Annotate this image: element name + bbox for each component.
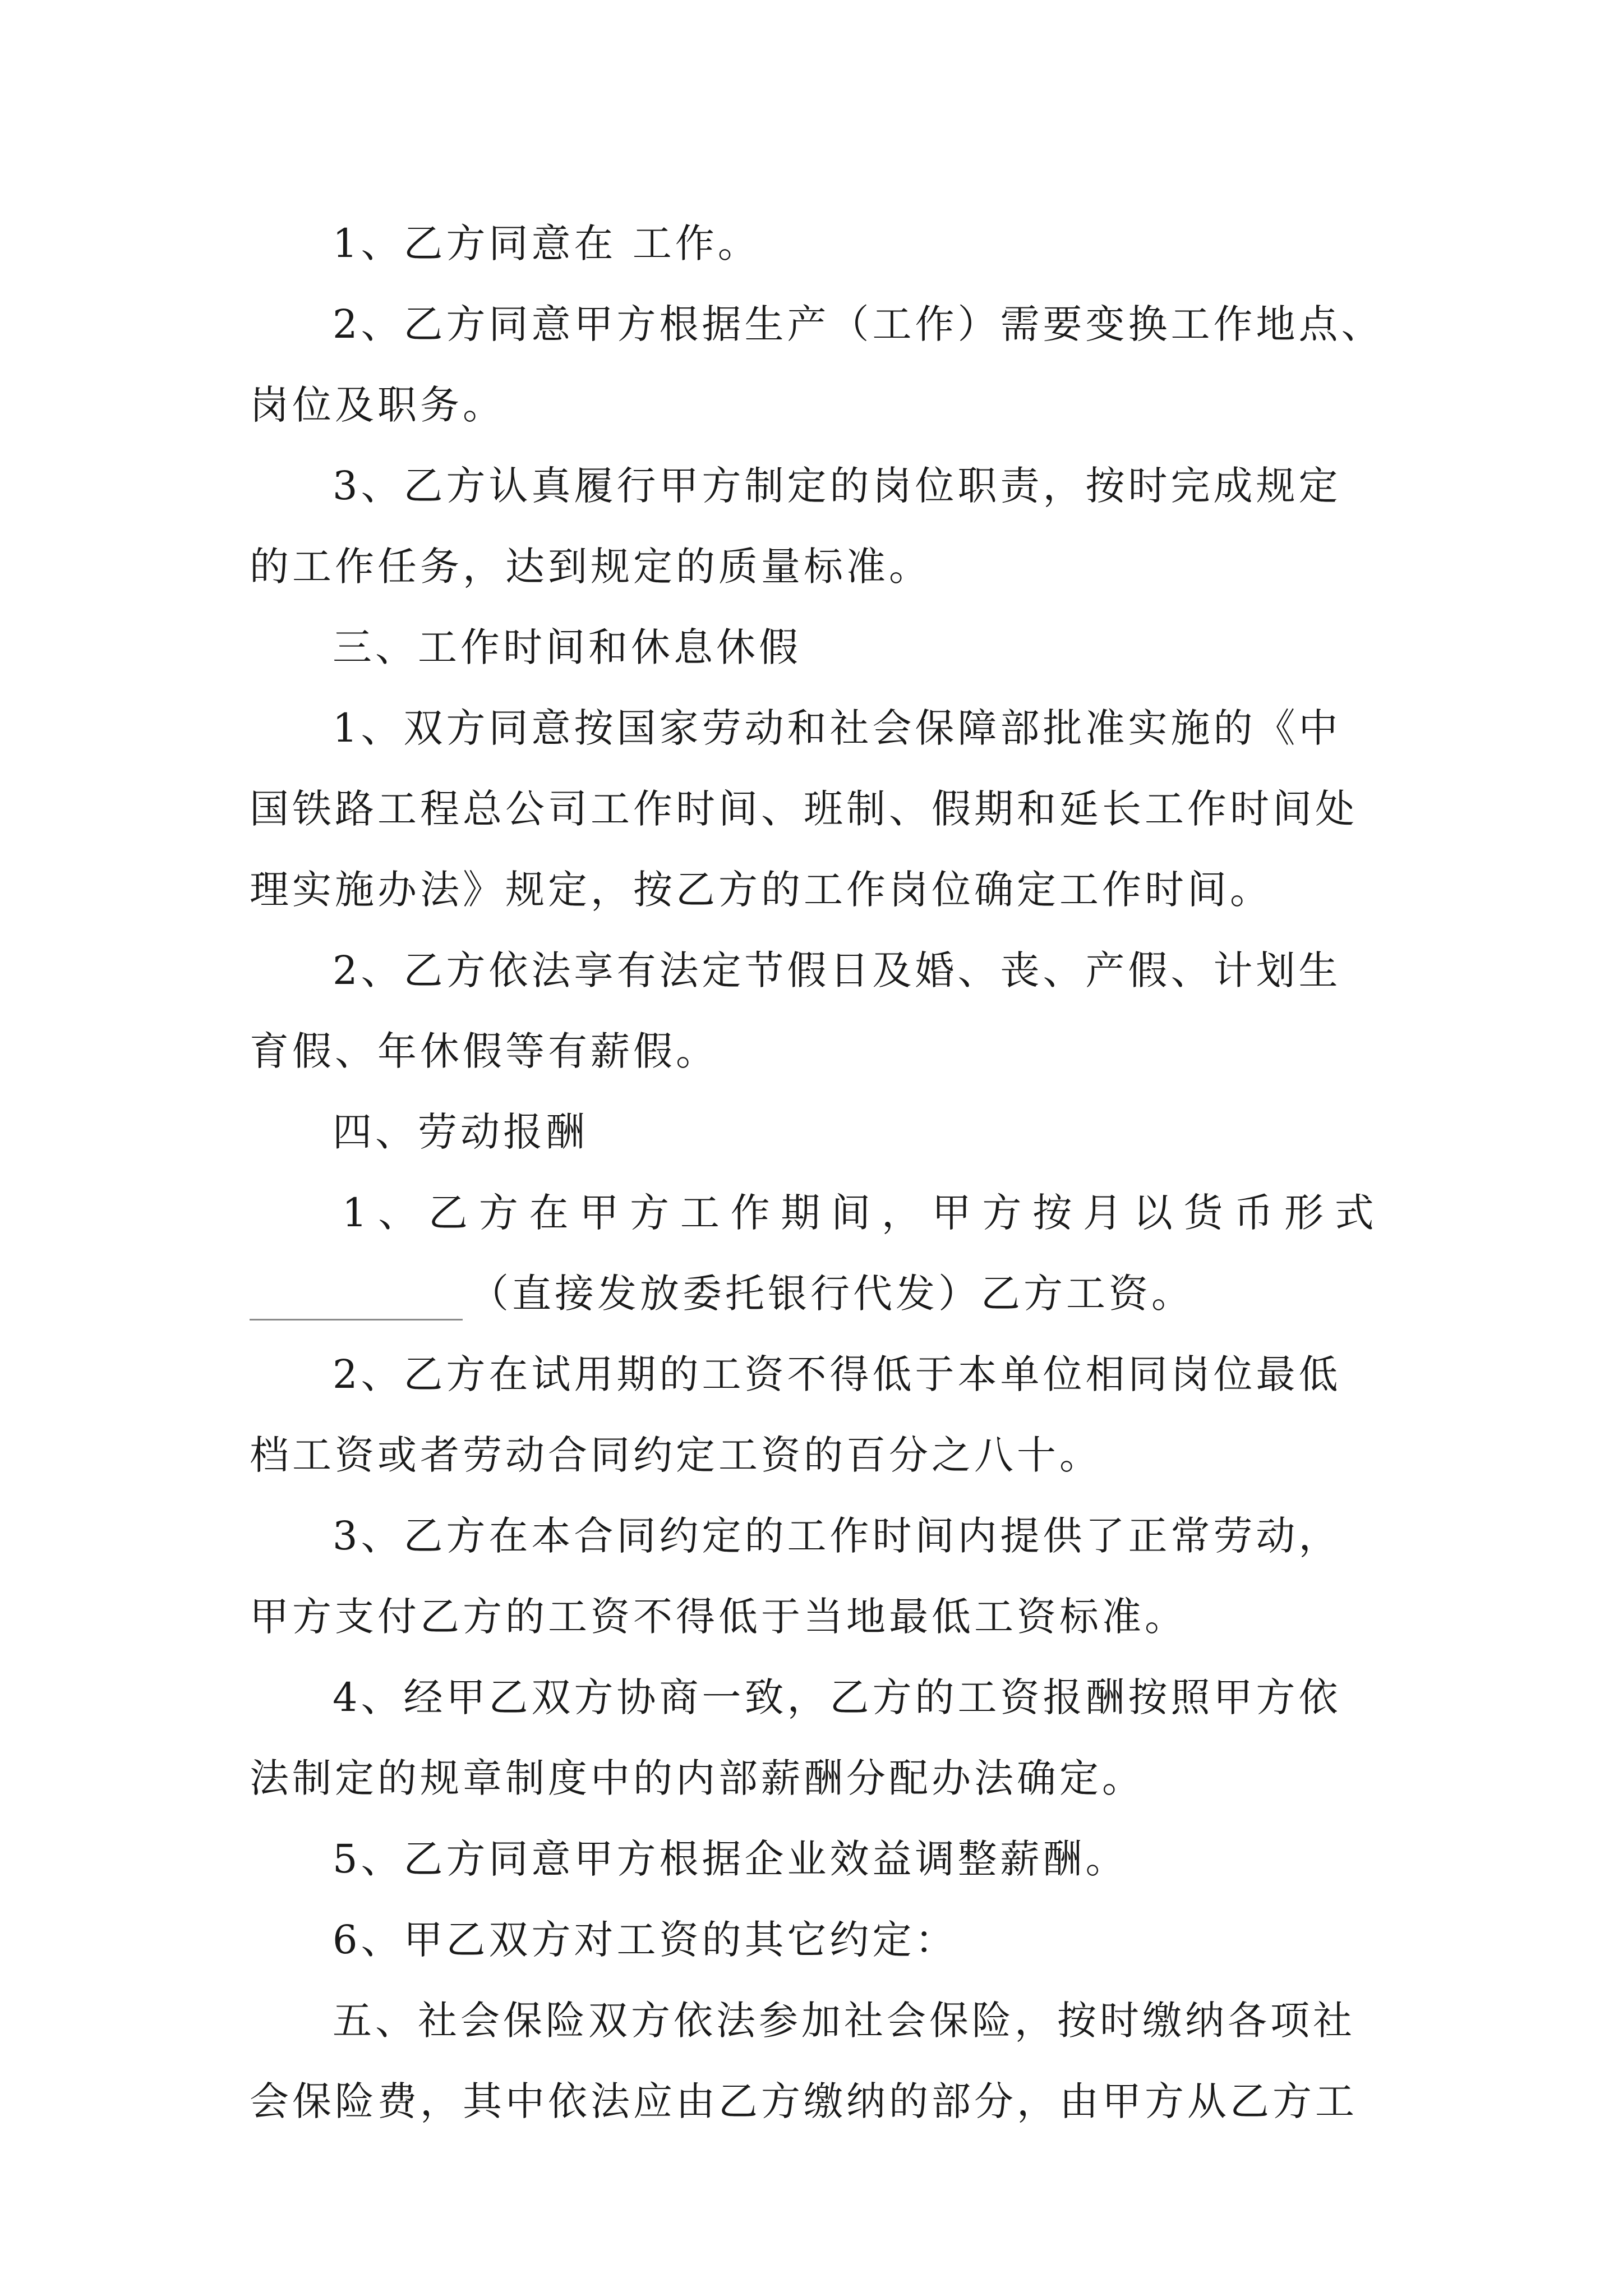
paragraph-line: 2、乙方同意甲方根据生产（工作）需要变换工作地点、 xyxy=(333,301,1384,347)
paragraph-line-with-blank xyxy=(250,1267,1194,1320)
paragraph-line: 五、社会保险双方依法参加社会保险，按时缴纳各项社 xyxy=(333,1998,1355,2044)
paragraph-line: 岗位及职务。 xyxy=(250,382,505,428)
paragraph-line: 3、乙方在本合同约定的工作时间内提供了正常劳动， xyxy=(333,1513,1341,1559)
paragraph-text: （直接发放委托银行代发）乙方工资。 xyxy=(469,1271,1194,1317)
paragraph-line: 理实施办法》规定，按乙方的工作岗位确定工作时间。 xyxy=(250,867,1272,913)
paragraph-line: 的工作任务，达到规定的质量标准。 xyxy=(250,544,932,590)
paragraph-line: 法制定的规章制度中的内部薪酬分配办法确定。 xyxy=(250,1755,1145,1801)
fill-in-blank[interactable] xyxy=(250,1285,463,1320)
paragraph-line: 1、乙方在甲方工作期间，甲方按月以货币形式 xyxy=(342,1190,1385,1236)
paragraph-line: 甲方支付乙方的工资不得低于当地最低工资标准。 xyxy=(250,1594,1187,1640)
paragraph-line: 2、乙方在试用期的工资不得低于本单位相同岗位最低 xyxy=(333,1351,1341,1397)
paragraph-line: 国铁路工程总公司工作时间、班制、假期和延长工作时间处 xyxy=(250,786,1358,832)
paragraph-line: 4、经甲乙双方协商一致，乙方的工资报酬按照甲方依 xyxy=(333,1674,1341,1720)
paragraph-line: 3、乙方认真履行甲方制定的岗位职责，按时完成规定 xyxy=(333,463,1341,509)
paragraph-line: 会保险费，其中依法应由乙方缴纳的部分，由甲方从乙方工 xyxy=(250,2078,1358,2124)
section-heading: 四、劳动报酬 xyxy=(333,1109,588,1155)
paragraph-line: 档工资或者劳动合同约定工资的百分之八十。 xyxy=(250,1432,1102,1478)
paragraph-line: 5、乙方同意甲方根据企业效益调整薪酬。 xyxy=(333,1836,1128,1882)
paragraph-line: 2、乙方依法享有法定节假日及婚、丧、产假、计划生 xyxy=(333,947,1341,993)
paragraph-line: 1、乙方同意在 工作。 xyxy=(333,220,760,266)
paragraph-line: 6、甲乙双方对工资的其它约定： xyxy=(333,1917,958,1963)
paragraph-line: 1、双方同意按国家劳动和社会保障部批准实施的《中 xyxy=(333,705,1341,751)
paragraph-line: 育假、年休假等有薪假。 xyxy=(250,1028,718,1074)
section-heading: 三、工作时间和休息休假 xyxy=(333,624,801,670)
